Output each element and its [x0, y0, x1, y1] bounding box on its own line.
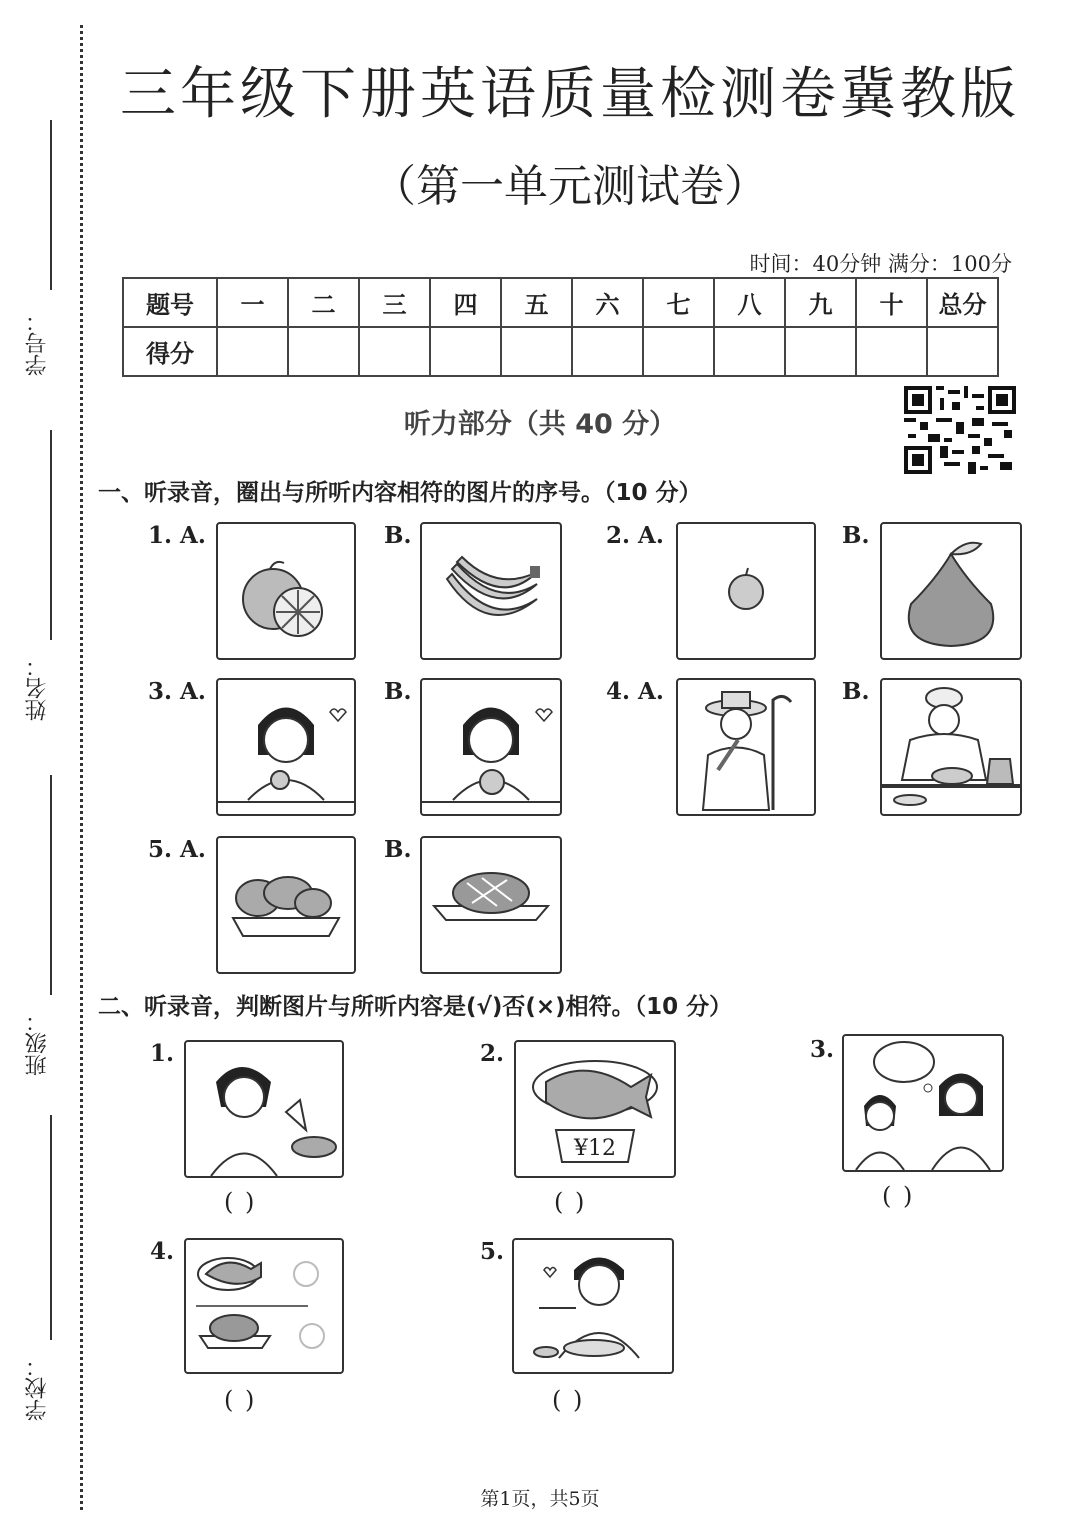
score-cell[interactable]: [501, 327, 572, 376]
score-cell[interactable]: [217, 327, 288, 376]
score-cell[interactable]: [927, 327, 998, 376]
q5-b-label: B.: [384, 836, 412, 863]
section1-heading: 一、听录音，圈出与所听内容相符的图片的序号。（10 分）: [98, 480, 702, 506]
q4-a-label: 4. A.: [606, 678, 664, 705]
page-footer: 第1页，共5页: [480, 1488, 600, 1510]
s2-q2-number: 2.: [480, 1040, 505, 1067]
score-header-cell: 总分: [927, 278, 998, 327]
q1-b-label: B.: [384, 522, 412, 549]
s2-q2-answer-blank[interactable]: ( ): [554, 1188, 587, 1216]
cook-icon[interactable]: [880, 678, 1022, 816]
farmer-icon[interactable]: [676, 678, 816, 816]
banana-icon[interactable]: [420, 522, 562, 660]
steak-icon[interactable]: [420, 836, 562, 974]
girl-refusing-food-icon[interactable]: [184, 1040, 344, 1178]
chicken-and-steak-icon[interactable]: [184, 1238, 344, 1374]
s2-q5-number: 5.: [480, 1238, 505, 1265]
boy-eating-dumplings-icon[interactable]: [512, 1238, 674, 1374]
score-header-cell: 题号: [123, 278, 217, 327]
s2-q3-number: 3.: [810, 1036, 835, 1063]
s2-q1-answer-blank[interactable]: ( ): [224, 1188, 257, 1216]
binding-dashed-line: [80, 25, 83, 1510]
s2-q3-answer-blank[interactable]: ( ): [882, 1182, 915, 1210]
name-label: 姓名：: [25, 655, 50, 721]
school-label: 学校：: [25, 1355, 50, 1421]
score-header-cell: 五: [501, 278, 572, 327]
score-table-header-row: [123, 278, 998, 327]
score-header-cell: 一: [217, 278, 288, 327]
q2-a-label: 2. A.: [606, 522, 664, 549]
q1-a-label: 1. A.: [148, 522, 206, 549]
score-cell[interactable]: [288, 327, 359, 376]
page-subtitle: （第一单元测试卷）: [372, 161, 768, 212]
score-cell[interactable]: [572, 327, 643, 376]
school-line: [50, 1115, 52, 1340]
girl-eating-cookie-icon[interactable]: [420, 678, 562, 816]
section2-heading: 二、听录音，判断图片与所听内容是(√)否(×)相符。（10 分）: [98, 994, 733, 1020]
score-header-cell: 四: [430, 278, 501, 327]
girls-thinking-icon[interactable]: [842, 1034, 1004, 1172]
score-cell[interactable]: [785, 327, 856, 376]
small-apple-icon[interactable]: [676, 522, 816, 660]
q3-a-label: 3. A.: [148, 678, 206, 705]
score-header-cell: 六: [572, 278, 643, 327]
score-table: [122, 277, 999, 377]
girl-eating-icon[interactable]: [216, 678, 356, 816]
student-id-label: 学号：: [25, 310, 50, 376]
score-row-label: 得分: [123, 327, 217, 376]
s2-q1-number: 1.: [150, 1040, 175, 1067]
q2-b-label: B.: [842, 522, 870, 549]
score-cell[interactable]: [359, 327, 430, 376]
s2-q4-answer-blank[interactable]: ( ): [224, 1386, 257, 1414]
vegetables-icon[interactable]: [216, 836, 356, 974]
exam-meta: 时间：40分钟 满分：100分: [749, 252, 1012, 276]
score-cell[interactable]: [714, 327, 785, 376]
score-header-cell: 八: [714, 278, 785, 327]
class-line: [50, 775, 52, 995]
q3-b-label: B.: [384, 678, 412, 705]
pear-icon[interactable]: [880, 522, 1022, 660]
name-line: [50, 430, 52, 640]
score-header-cell: 九: [785, 278, 856, 327]
score-header-cell: 七: [643, 278, 714, 327]
score-cell[interactable]: [856, 327, 927, 376]
price-tag: ¥12: [574, 1136, 616, 1161]
q5-a-label: 5. A.: [148, 836, 206, 863]
s2-q4-number: 4.: [150, 1238, 175, 1265]
orange-icon[interactable]: [216, 522, 356, 660]
score-header-cell: 三: [359, 278, 430, 327]
score-header-cell: 二: [288, 278, 359, 327]
score-table-score-row: [123, 327, 998, 376]
listening-section-title: 听力部分（共 40 分）: [403, 409, 677, 440]
class-label: 班级：: [25, 1010, 50, 1076]
s2-q5-answer-blank[interactable]: ( ): [552, 1386, 585, 1414]
score-cell[interactable]: [643, 327, 714, 376]
page-title: 三年级下册英语质量检测卷冀教版: [120, 62, 1020, 127]
score-header-cell: 十: [856, 278, 927, 327]
score-cell[interactable]: [430, 327, 501, 376]
q4-b-label: B.: [842, 678, 870, 705]
qr-code-icon[interactable]: [904, 386, 1016, 474]
fish-price-icon[interactable]: [514, 1040, 676, 1178]
